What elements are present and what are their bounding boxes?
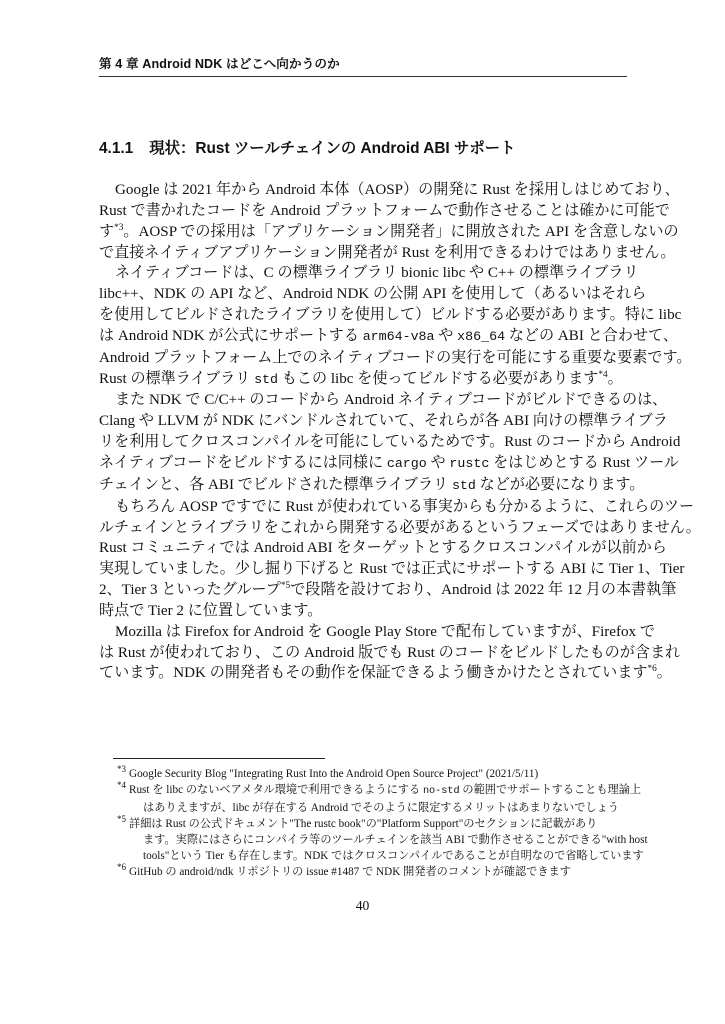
text-line: Google は 2021 年から Android 本体（AOSP）の開発に Rust を採用しはじめており、 <box>115 182 680 198</box>
paragraph-5 <box>99 622 681 685</box>
text-line: ネイティブコードは、C の標準ライブラリ bionic libc や C++ の標準ライブラリ <box>115 265 639 282</box>
text-line: Clang や LLVM が NDK にバンドルされていて、それらが各 ABI 向けの標準ライブラ <box>99 413 668 430</box>
text-line: $^{*6}$ GitHub の android/ndk リポジトリの issue #1487 で NDK 開発者のコメントが確認できます <box>117 862 571 878</box>
paragraph-4 <box>99 497 701 622</box>
text-line: 時点で Tier 2 に位置しています。 <box>99 602 323 619</box>
text-line: ネイティブコードをビルドするには同様に cargo や rustc をはじめとする Rust ツール <box>99 454 679 471</box>
code-rustc: rustc <box>449 455 490 471</box>
running-head <box>99 57 627 77</box>
footnote-mark: *5 <box>117 814 126 825</box>
text-line: libc++、NDK の API など、Android NDK の公開 API を使用して（あるいはそれら <box>99 286 647 303</box>
text-line: 実現していました。少し掘り下げると Rust では正式にサポートする ABI に Tier 1、Tier <box>99 561 685 578</box>
text-line: ます。実際にはさらにコンパイラ等のツールチェインを該当 ABI で動作させることができる"with host <box>143 834 648 846</box>
paragraph-3 <box>99 390 681 496</box>
text-line: は Android NDK が公式にサポートする arm64-v8a や x86_64 などの ABI と合わせて、 <box>99 327 678 344</box>
text-line: ています。NDK の開発者もその動作を保証できるよう働きかけたとされています$^{*6}$。 <box>99 664 672 682</box>
text-line: で直接ネイティブアプリケーション開発者が Rust を利用できるわけではありません。 <box>99 244 676 261</box>
section-heading <box>99 139 627 159</box>
footnote-rule <box>113 758 325 759</box>
paragraph-1 <box>99 180 680 263</box>
text-line: を使用してビルドされたライブラリを使用して）ビルドする必要があります。特に libc <box>99 307 682 324</box>
text-line: は Rust が使われており、この Android 版でも Rust のコードをビルドしたものが含まれ <box>99 644 681 661</box>
code-no-std: no-std <box>422 786 460 797</box>
text-line: また NDK で C/C++ のコードから Android ネイティブコードがビルドできるのは、 <box>115 392 668 409</box>
text-line: $^{*4}$ Rust を libc のないベアメタル環境で利用できるようにする no-std の範囲でサポートすることも理論上 <box>117 780 642 797</box>
text-line: ルチェインとライブラリをこれから開発する必要があるというフェーズではありません。 <box>99 519 701 536</box>
text-line: 2、Tier 3 といったグループ$^{*5}$で段階を設けており、Android は 2022 年 12 月の本書執筆 <box>99 581 677 599</box>
footnote-5 <box>99 814 648 864</box>
footnote-4 <box>99 780 642 816</box>
text-line: チェインと、各 ABI でビルドされた標準ライブラリ std などが必要になります。 <box>99 476 645 493</box>
footnote-ref-3[interactable]: *3 <box>114 222 124 233</box>
footnote-ref-4[interactable]: *4 <box>598 369 608 380</box>
code-arm64-v8a: arm64-v8a <box>362 328 435 344</box>
text-line: もちろん AOSP ですでに Rust が使われている事実からも分かるように、これらのツー <box>115 498 695 515</box>
section-number: 4.1.1 <box>99 140 134 157</box>
text-line: $^{*3}$ Google Security Blog "Integrating Rust Into the Android Open Source Project" (2021/5/11) <box>117 764 539 780</box>
footnote-mark: *6 <box>117 862 126 873</box>
body-text <box>99 180 701 684</box>
footnote-area <box>99 758 648 880</box>
footnote-ref-6[interactable]: *6 <box>647 664 657 675</box>
paragraph-2 <box>99 263 692 390</box>
code-x86-64: x86_64 <box>457 328 506 344</box>
footnote-mark: *4 <box>117 780 126 791</box>
text-line: す$^{*3}$。AOSP での採用は「アプリケーション開発者」に開放された API を含意しないの <box>99 222 679 240</box>
section-title: 現状：Rust ツールチェインの Android ABI サポート <box>149 140 516 157</box>
text-line: リを利用してクロスコンパイルを可能にしているためです。Rust のコードから Android <box>99 434 681 451</box>
text-line: はありえますが、libc が存在する Android でそのように限定するメリットはあまりないでしょう <box>143 802 619 814</box>
text-line: $^{*5}$ 詳細は Rust の公式ドキュメント"The rustc book"の"Platform Support"のセクションに記載があり <box>117 814 598 830</box>
footnote-mark: *3 <box>117 764 126 775</box>
page-number: 40 <box>355 898 370 913</box>
running-head-text: 第 4 章 Android NDK はどこへ向かうのか <box>99 57 340 71</box>
text-line: Rust の標準ライブラリ std もこの libc を使ってビルドする必要があります$^{*4}$。 <box>99 369 623 387</box>
code-cargo: cargo <box>386 455 427 471</box>
footnote-6 <box>99 864 628 880</box>
text-line: Rust で書かれたコードを Android プラットフォームで動作させることは確かに可能で <box>99 202 670 219</box>
text-line: Mozilla は Firefox for Android を Google Play Store で配布していますが、Firefox で <box>115 623 655 640</box>
text-line: Android プラットフォーム上でのネイティブコードの実行を可能にする重要な要素です。 <box>99 349 692 366</box>
text-line: Rust コミュニティでは Android ABI をターゲットとするクロスコンパイルが以前から <box>99 540 667 557</box>
text-line: tools"という Tier も存在します。NDK ではクロスコンパイルであることが自明なので省略しています <box>143 850 644 862</box>
code-std-2: std <box>451 477 476 493</box>
footnote-ref-5[interactable]: *5 <box>280 581 291 591</box>
footnote-3 <box>99 766 628 782</box>
code-std: std <box>254 371 279 387</box>
running-head-rule <box>99 76 627 77</box>
